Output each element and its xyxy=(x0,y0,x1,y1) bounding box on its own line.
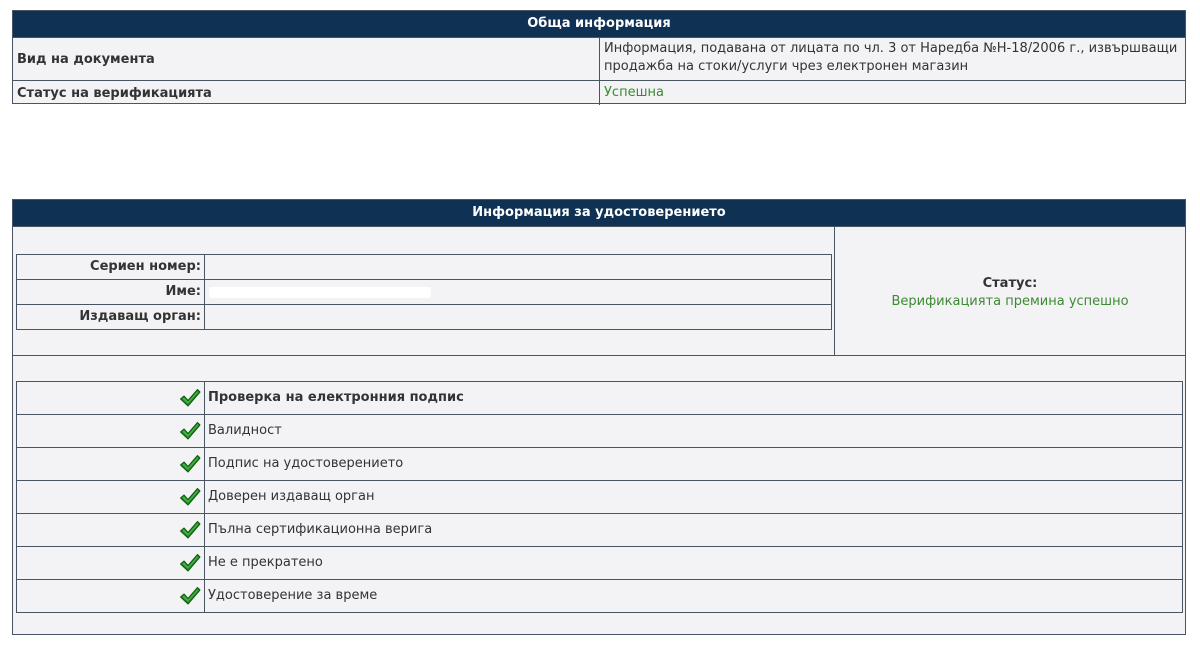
checkmark-icon xyxy=(179,454,201,474)
certificate-status-value: Верификацията премина успешно xyxy=(891,294,1129,309)
certificate-info-panel xyxy=(12,199,1186,635)
verification-status-label: Статус на верификацията xyxy=(13,81,600,105)
check-icon-cell xyxy=(17,547,205,579)
certificate-signature-check-row xyxy=(17,448,1182,481)
certificate-info-header: Информация за удостоверението xyxy=(13,200,1185,227)
checkmark-icon xyxy=(179,520,201,540)
signature-check-row xyxy=(17,382,1182,415)
check-icon-cell xyxy=(17,580,205,612)
serial-number-value xyxy=(205,255,831,279)
certificate-status-label: Статус: xyxy=(982,276,1038,291)
general-info-header: Обща информация xyxy=(13,11,1185,38)
verification-checks-table xyxy=(16,381,1183,613)
not-revoked-check-label: Не е прекратено xyxy=(208,555,323,570)
serial-number-row xyxy=(17,255,831,280)
general-info-panel xyxy=(12,10,1186,104)
issuer-label: Издаващ орган: xyxy=(17,305,205,329)
document-type-label: Вид на документа xyxy=(13,38,600,80)
serial-number-label: Сериен номер: xyxy=(17,255,205,279)
check-icon-cell xyxy=(17,448,205,480)
check-icon-cell xyxy=(17,514,205,546)
validity-check-label: Валидност xyxy=(208,423,282,438)
name-row xyxy=(17,280,831,305)
name-label: Име: xyxy=(17,280,205,304)
checkmark-icon xyxy=(179,421,201,441)
verification-status-value: Успешна xyxy=(604,85,664,100)
checkmark-icon xyxy=(179,388,201,408)
name-value xyxy=(205,280,831,304)
check-icon-cell xyxy=(17,481,205,513)
issuer-row xyxy=(17,305,831,329)
full-chain-check-row xyxy=(17,514,1182,547)
check-icon-cell xyxy=(17,415,205,447)
check-icon-cell xyxy=(17,382,205,414)
signature-check-label: Проверка на електронния подпис xyxy=(208,390,464,405)
certificate-fields-area xyxy=(13,227,835,355)
certificate-details-section xyxy=(13,227,1185,356)
issuer-value xyxy=(205,305,831,329)
certificate-status-area xyxy=(835,227,1185,355)
timestamp-check-row xyxy=(17,580,1182,612)
verification-status-row xyxy=(13,81,1185,105)
trusted-issuer-check-row xyxy=(17,481,1182,514)
trusted-issuer-check-label: Доверен издаващ орган xyxy=(208,489,375,504)
document-type-row xyxy=(13,38,1185,81)
timestamp-check-label: Удостоверение за време xyxy=(208,588,378,603)
certificate-signature-check-label: Подпис на удостоверението xyxy=(208,456,404,471)
redacted-name-block xyxy=(209,287,431,298)
checkmark-icon xyxy=(179,487,201,507)
full-chain-check-label: Пълна сертификационна верига xyxy=(208,522,433,537)
validity-check-row xyxy=(17,415,1182,448)
document-type-value: Информация, подавана от лицата по чл. 3 от Наредба №Н-18/2006 г., извършващи продажба на стоки/услуги чрез електронен магазин xyxy=(604,41,1178,74)
not-revoked-check-row xyxy=(17,547,1182,580)
checkmark-icon xyxy=(179,553,201,573)
checkmark-icon xyxy=(179,586,201,606)
certificate-fields-table xyxy=(16,254,832,330)
